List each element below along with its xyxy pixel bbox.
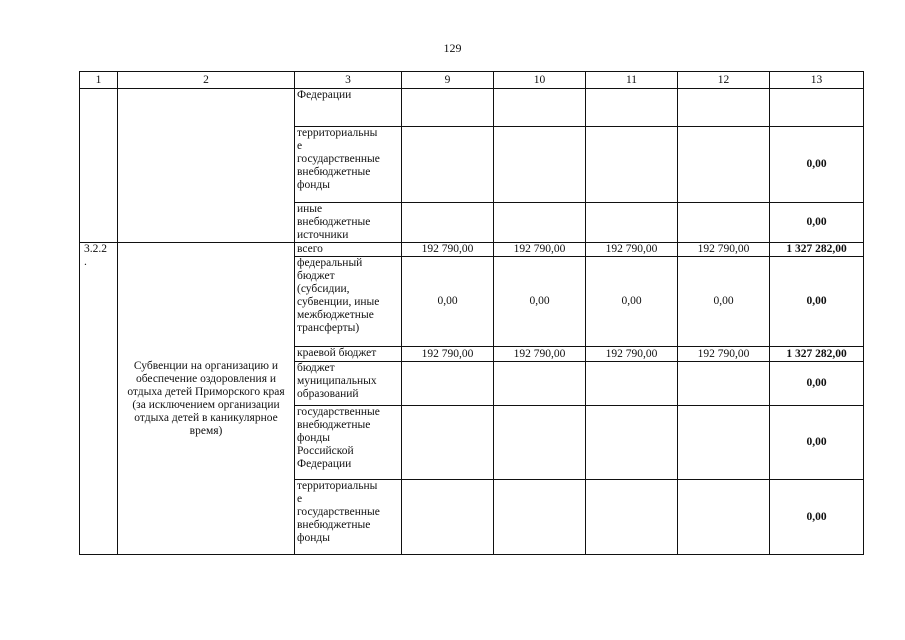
row-description: всего bbox=[295, 243, 402, 257]
year-value bbox=[678, 362, 770, 406]
column-header: 2 bbox=[118, 72, 295, 89]
total-value: 0,00 bbox=[770, 480, 864, 555]
year-value: 192 790,00 bbox=[678, 243, 770, 257]
item-id: 3.2.2 . bbox=[80, 243, 118, 555]
year-value bbox=[494, 480, 586, 555]
year-value: 192 790,00 bbox=[678, 347, 770, 362]
year-value bbox=[678, 203, 770, 243]
column-header: 13 bbox=[770, 72, 864, 89]
year-value bbox=[586, 203, 678, 243]
year-value: 192 790,00 bbox=[494, 243, 586, 257]
total-value: 1 327 282,00 bbox=[770, 243, 864, 257]
year-value bbox=[494, 89, 586, 127]
budget-table bbox=[79, 71, 864, 555]
year-value bbox=[402, 203, 494, 243]
row-description: Федерации bbox=[295, 89, 402, 127]
total-value bbox=[770, 89, 864, 127]
row-description: территориальны е государственные внебюджетные фонды bbox=[295, 127, 402, 203]
year-value bbox=[494, 203, 586, 243]
year-value: 192 790,00 bbox=[586, 243, 678, 257]
year-value: 192 790,00 bbox=[494, 347, 586, 362]
year-value bbox=[494, 406, 586, 480]
column-header: 3 bbox=[295, 72, 402, 89]
column-header: 11 bbox=[586, 72, 678, 89]
total-value: 0,00 bbox=[770, 362, 864, 406]
row-name-cell bbox=[118, 89, 295, 243]
year-value: 192 790,00 bbox=[586, 347, 678, 362]
year-value: 192 790,00 bbox=[402, 347, 494, 362]
year-value: 0,00 bbox=[678, 257, 770, 347]
year-value bbox=[678, 127, 770, 203]
column-header: 10 bbox=[494, 72, 586, 89]
table-row bbox=[80, 89, 864, 127]
column-header: 1 bbox=[80, 72, 118, 89]
year-value bbox=[494, 362, 586, 406]
total-value: 0,00 bbox=[770, 127, 864, 203]
year-value: 0,00 bbox=[402, 257, 494, 347]
item-name: Субвенции на организацию и обеспечение оздоровления и отдыха детей Приморского края (за исключением организации отдыха детей в каникулярное время) bbox=[118, 243, 295, 555]
table-body bbox=[80, 72, 864, 555]
year-value bbox=[678, 406, 770, 480]
total-value: 0,00 bbox=[770, 203, 864, 243]
year-value: 192 790,00 bbox=[402, 243, 494, 257]
year-value bbox=[586, 89, 678, 127]
row-id-cell bbox=[80, 89, 118, 243]
year-value bbox=[678, 480, 770, 555]
year-value bbox=[402, 362, 494, 406]
year-value bbox=[402, 127, 494, 203]
year-value bbox=[586, 362, 678, 406]
year-value: 0,00 bbox=[586, 257, 678, 347]
header-row bbox=[80, 72, 864, 89]
total-value: 0,00 bbox=[770, 406, 864, 480]
row-description: государственные внебюджетные фонды Российской Федерации bbox=[295, 406, 402, 480]
year-value bbox=[586, 406, 678, 480]
year-value bbox=[586, 480, 678, 555]
year-value bbox=[402, 480, 494, 555]
year-value bbox=[402, 406, 494, 480]
year-value: 0,00 bbox=[494, 257, 586, 347]
row-description: федеральный бюджет (субсидии, субвенции, иные межбюджетные трансферты) bbox=[295, 257, 402, 347]
row-description: иные внебюджетные источники bbox=[295, 203, 402, 243]
total-value: 1 327 282,00 bbox=[770, 347, 864, 362]
column-header: 12 bbox=[678, 72, 770, 89]
table-row bbox=[80, 243, 864, 257]
year-value bbox=[494, 127, 586, 203]
row-description: территориальны е государственные внебюджетные фонды bbox=[295, 480, 402, 555]
year-value bbox=[402, 89, 494, 127]
year-value bbox=[586, 127, 678, 203]
page-number: 129 bbox=[443, 41, 462, 55]
row-description: краевой бюджет bbox=[295, 347, 402, 362]
column-header: 9 bbox=[402, 72, 494, 89]
year-value bbox=[678, 89, 770, 127]
total-value: 0,00 bbox=[770, 257, 864, 347]
row-description: бюджет муниципальных образований bbox=[295, 362, 402, 406]
